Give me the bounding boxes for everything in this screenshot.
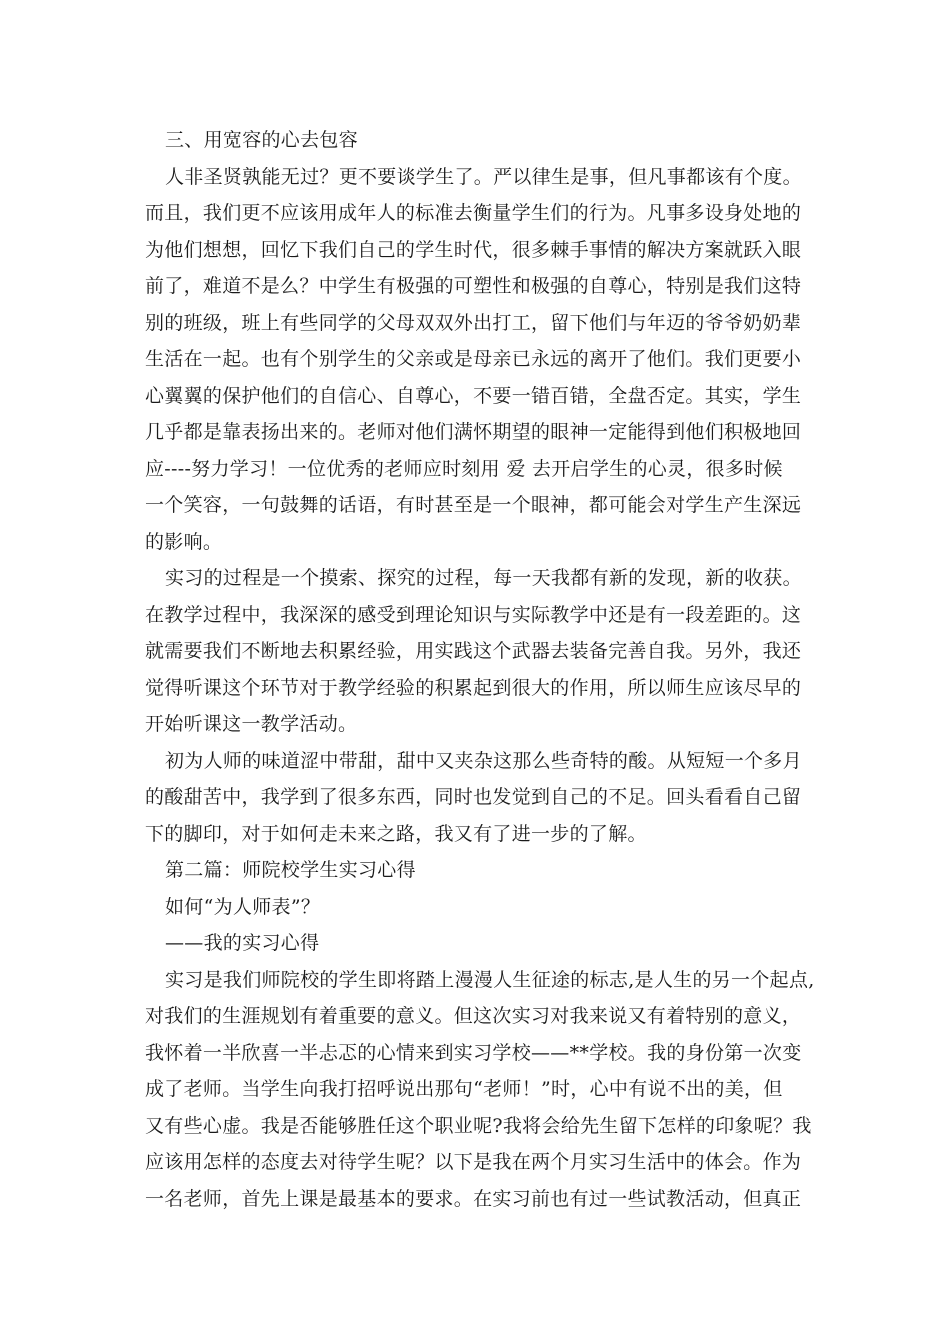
text-line: 应----努力学习！一位优秀的老师应时刻用 爱 去开启学生的心灵，很多时候 [145,457,783,480]
text-line: 成了老师。当学生向我打招呼说出那句“老师！”时，心中有说不出的美，但 [145,1078,783,1100]
text-line: 开始听课这一教学活动。 [145,713,358,735]
text-line: 一个笑容，一句鼓舞的话语，有时甚至是一个眼神，都可能会对学生产生深远 [145,494,802,516]
text-line: 我怀着一半欣喜一半忐忑的心情来到实习学校——**学校。我的身份第一次变 [145,1041,802,1064]
text-line: 第二篇：师院校学生实习心得 [165,859,416,881]
text-line: 如何“为人师表”？ [165,895,321,918]
text-line: 三、用宽容的心去包容 [165,129,359,151]
text-line: 又有些心虚。我是否能够胜任这个职业呢?我将会给先生留下怎样的印象呢？我 [145,1114,812,1137]
text-line: 应该用怎样的态度去对待学生呢？以下是我在两个月实习生活中的体会。作为 [145,1151,802,1173]
text-line: 一名老师，首先上课是最基本的要求。在实习前也有过一些试教活动，但真正 [145,1187,802,1210]
text-line: 而且，我们更不应该用成年人的标准去衡量学生们的行为。凡事多设身处地的 [145,202,802,224]
text-line: 觉得听课这个环节对于教学经验的积累起到很大的作用，所以师生应该尽早的 [145,676,802,699]
text-line: 几乎都是靠表扬出来的。老师对他们满怀期望的眼神一定能得到他们积极地回 [145,421,802,443]
text-line: 前了，难道不是么？中学生有极强的可塑性和极强的自尊心，特别是我们这特 [145,275,802,297]
text-line: 对我们的生涯规划有着重要的意义。但这次实习对我来说又有着特别的意义， [145,1005,802,1027]
text-line: 在教学过程中，我深深的感受到理论知识与实际教学中还是有一段差距的。这 [145,603,802,626]
text-line: 的酸甜苦中，我学到了很多东西，同时也发觉到自己的不足。回头看看自己留 [145,786,802,808]
text-line: 就需要我们不断地去积累经验，用实践这个武器去装备完善自我。另外，我还 [145,640,802,662]
text-line: 的影响。 [145,530,223,553]
text-line: 实习是我们师院校的学生即将踏上漫漫人生征途的标志,是人生的另一个起点, [165,968,815,991]
text-line: 初为人师的味道涩中带甜，甜中又夹杂这那么些奇特的酸。从短短一个多月 [165,749,802,772]
text-line: 为他们想想，回忆下我们自己的学生时代，很多棘手事情的解决方案就跃入眼 [145,238,802,261]
text-line: 下的脚印，对于如何走未来之路，我又有了进一步的了解。 [145,822,647,845]
text-line: 生活在一起。也有个别学生的父亲或是母亲已永远的离开了他们。我们更要小 [145,348,802,370]
text-line: 人非圣贤孰能无过？更不要谈学生了。严以律生是事，但凡事都该有个度。 [165,165,802,188]
document-body [145,122,825,1217]
text-line: 实习的过程是一个摸索、探究的过程，每一天我都有新的发现，新的收获。 [165,567,802,589]
text-line: 心翼翼的保护他们的自信心、自尊心，不要一错百错，全盘否定。其实，学生 [145,384,802,407]
text-line: 别的班级，班上有些同学的父母双双外出打工，留下他们与年迈的爷爷奶奶辈 [145,311,802,334]
text-line: ——我的实习心得 [165,932,320,954]
